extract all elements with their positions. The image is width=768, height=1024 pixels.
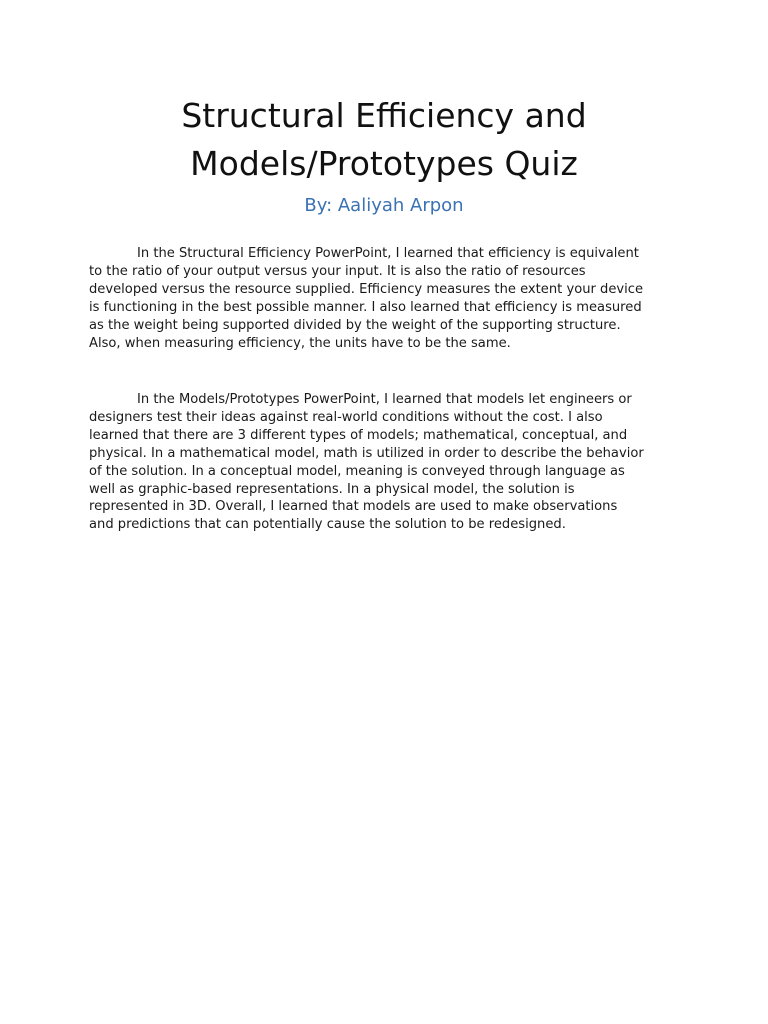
document-title [0, 92, 768, 188]
paragraph-line: developed versus the resource supplied. Efficiency measures the extent your device [89, 281, 644, 297]
paragraph-line: designers test their ideas against real-world conditions without the cost. I also [89, 409, 603, 425]
paragraph-line: well as graphic-based representations. In a physical model, the solution is [89, 481, 575, 497]
paragraph-line: and predictions that can potentially cause the solution to be redesigned. [89, 517, 566, 533]
paragraph-line: is functioning in the best possible manner. I also learned that efficiency is measured [89, 299, 642, 315]
paragraph-structural-efficiency [89, 245, 689, 352]
paragraph-line: In the Structural Efficiency PowerPoint, I learned that efficiency is equivalent [137, 246, 639, 261]
author-byline: By: Aaliyah Arpon [304, 195, 464, 216]
title-line-2: Models/Prototypes Quiz [190, 144, 578, 183]
paragraph-line: of the solution. In a conceptual model, meaning is conveyed through language as [89, 463, 625, 479]
paragraph-line: learned that there are 3 different types of models; mathematical, conceptual, and [89, 427, 628, 443]
paragraph-line: Also, when measuring efficiency, the units have to be the same. [89, 335, 511, 351]
paragraph-line: physical. In a mathematical model, math is utilized in order to describe the behavior [89, 445, 644, 461]
title-line-1: Structural Efficiency and [181, 96, 587, 135]
paragraph-models-prototypes [89, 391, 689, 534]
paragraph-line: as the weight being supported divided by the weight of the supporting structure. [89, 317, 621, 333]
paragraph-line: represented in 3D. Overall, I learned that models are used to make observations [89, 499, 618, 515]
paragraph-line: In the Models/Prototypes PowerPoint, I learned that models let engineers or [137, 392, 632, 407]
paragraph-line: to the ratio of your output versus your input. It is also the ratio of resources [89, 263, 586, 279]
